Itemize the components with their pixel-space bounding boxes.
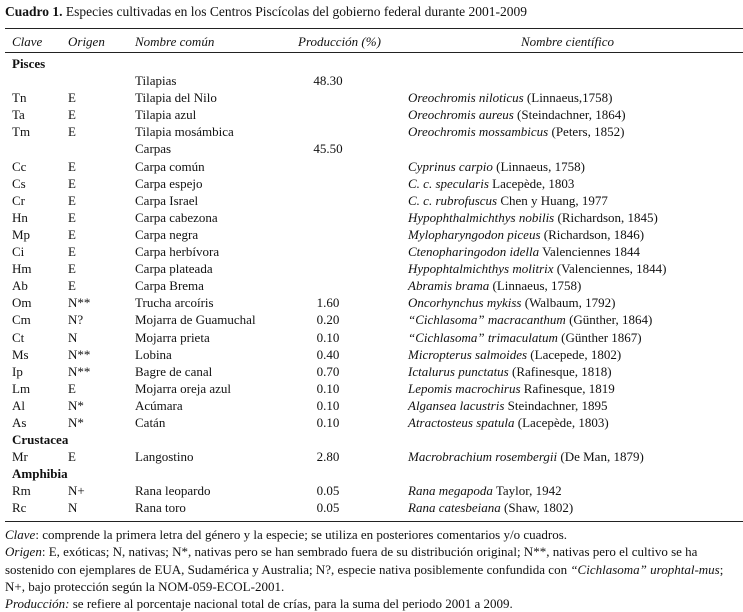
cell-nombre-comun: Tilapia azul xyxy=(135,107,197,123)
cell-clave: Rm xyxy=(12,483,31,499)
table-row xyxy=(0,499,743,516)
cell-produccion: 0.05 xyxy=(316,483,340,499)
scientific-author: (Valenciennes, 1844) xyxy=(553,261,667,277)
cell-origen: E xyxy=(68,261,76,277)
table-row xyxy=(0,260,743,277)
cell-nombre-cientifico xyxy=(408,294,615,311)
cell-nombre-cientifico xyxy=(408,89,612,106)
scientific-author: (Peters, 1852) xyxy=(548,124,625,140)
table-row xyxy=(0,243,743,260)
cell-clave: Ip xyxy=(12,363,23,379)
cell-origen: N* xyxy=(68,414,84,430)
cell-clave: Ms xyxy=(12,346,29,362)
cell-nombre-cientifico xyxy=(408,192,608,209)
table-row xyxy=(0,329,743,346)
cell-produccion: 0.10 xyxy=(316,380,340,396)
scientific-author: (De Man, 1879) xyxy=(557,449,644,465)
cell-origen: N* xyxy=(68,397,84,413)
scientific-name: Lepomis macrochirus xyxy=(408,380,521,396)
cell-clave: Al xyxy=(12,397,25,413)
note-text: ; N+, bajo protección según la NOM-059-ECOL-2001. xyxy=(5,561,724,594)
cell-produccion: 0.70 xyxy=(316,363,340,379)
cell-clave: Mr xyxy=(12,449,28,465)
scientific-author: Chen y Huang, 1977 xyxy=(497,192,608,208)
cell-nombre-comun: Carpa cabezona xyxy=(135,209,218,225)
scientific-name: Oreochromis niloticus xyxy=(408,90,524,106)
cell-origen: N xyxy=(68,329,78,345)
scientific-author: (Richardson, 1846) xyxy=(540,226,645,242)
header-rule xyxy=(5,52,743,53)
cell-nombre-cientifico xyxy=(408,482,562,499)
table-row xyxy=(0,311,743,328)
cell-clave: Ta xyxy=(12,107,25,123)
note-label: Producción: xyxy=(5,596,70,612)
scientific-author: Rafinesque, 1819 xyxy=(520,380,615,396)
cell-nombre-cientifico xyxy=(408,499,573,516)
scientific-name: Oreochromis aureus xyxy=(408,107,514,123)
cell-nombre-comun: Carpa espejo xyxy=(135,175,203,191)
cell-origen: E xyxy=(68,90,76,106)
cell-nombre-comun: Lobina xyxy=(135,346,172,362)
scientific-author: Valenciennes 1844 xyxy=(539,244,640,260)
table-row xyxy=(0,158,743,175)
scientific-author: (Lacepède, 1803) xyxy=(514,414,609,430)
bottom-rule xyxy=(5,521,743,522)
note-label: Clave xyxy=(5,527,36,542)
cell-produccion: 0.40 xyxy=(316,346,340,362)
scientific-author: Steindachner, 1895 xyxy=(504,397,608,413)
cell-nombre-cientifico xyxy=(408,397,608,414)
table-row xyxy=(0,89,743,106)
scientific-author: (Günther 1867) xyxy=(557,329,642,345)
cell-nombre-comun: Acúmara xyxy=(135,397,183,413)
table-row xyxy=(0,380,743,397)
table-row xyxy=(0,294,743,311)
cell-nombre-cientifico xyxy=(408,123,624,140)
header-produccion: Producción (%) xyxy=(298,34,381,49)
cell-nombre-cientifico xyxy=(408,158,585,175)
scientific-name: Algansea lacustris xyxy=(408,397,505,413)
scientific-author: (Richardson, 1845) xyxy=(554,209,658,225)
cell-nombre-comun: Langostino xyxy=(135,449,194,465)
table-caption xyxy=(5,4,527,20)
scientific-author: (Shaw, 1802) xyxy=(500,500,574,516)
cell-nombre-cientifico xyxy=(408,329,642,346)
cell-produccion: 0.05 xyxy=(316,500,340,516)
cell-origen: E xyxy=(68,107,76,123)
cell-nombre-comun: Tilapias xyxy=(135,73,177,89)
cell-clave: Om xyxy=(12,295,32,311)
cell-nombre-comun: Carpa común xyxy=(135,158,205,174)
header-nombre-cientifico: Nombre científico xyxy=(521,34,615,49)
table-row xyxy=(0,277,743,294)
group-row xyxy=(0,431,743,448)
scientific-author: (Rafinesque, 1818) xyxy=(508,363,612,379)
cell-origen: E xyxy=(68,192,76,208)
cell-origen: N** xyxy=(68,346,91,362)
group-row xyxy=(0,55,743,72)
cell-clave: Lm xyxy=(12,380,31,396)
cell-produccion: 2.80 xyxy=(316,449,340,465)
table-row xyxy=(0,140,743,157)
cell-nombre-comun: Carpa herbívora xyxy=(135,244,220,260)
cell-nombre-comun: Carpa Israel xyxy=(135,192,199,208)
cell-clave: Cm xyxy=(12,312,31,328)
scientific-name: Cyprinus carpio xyxy=(408,158,493,174)
cell-origen: N? xyxy=(68,312,84,328)
cell-produccion: 0.10 xyxy=(316,329,340,345)
cell-nombre-comun: Trucha arcoíris xyxy=(135,295,214,311)
note-text: : comprende la primera letra del género y la especie; se utiliza en posteriores comentarios y/o cuadros. xyxy=(35,527,568,542)
cell-clave: Tm xyxy=(12,124,31,140)
scientific-name: Atractosteus spatula xyxy=(408,414,515,430)
table-row xyxy=(0,72,743,89)
scientific-name: Macrobrachium rosembergii xyxy=(408,449,558,465)
note-clave xyxy=(5,526,740,543)
cell-nombre-cientifico xyxy=(408,106,626,123)
cell-nombre-comun: Carpas xyxy=(135,141,172,157)
cell-clave: Rc xyxy=(12,500,27,516)
cell-origen: E xyxy=(68,226,76,242)
caption-label: Cuadro 1. xyxy=(5,4,63,19)
cell-produccion: 0.10 xyxy=(316,397,340,413)
scientific-name: C. c. rubrofuscus xyxy=(408,192,498,208)
cell-origen: N** xyxy=(68,295,91,311)
scientific-name: Oreochromis mossambicus xyxy=(408,124,549,140)
cell-clave: Hn xyxy=(12,209,28,225)
cell-nombre-cientifico xyxy=(408,380,615,397)
group-row xyxy=(0,465,743,482)
cell-nombre-comun: Mojarra de Guamuchal xyxy=(135,312,256,328)
cell-clave: Ab xyxy=(12,278,28,294)
cell-clave: Cs xyxy=(12,175,26,191)
cell-nombre-cientifico xyxy=(408,448,644,465)
caption-text: Especies cultivadas en los Centros Piscícolas del gobierno federal durante 2001-2009 xyxy=(62,4,528,19)
table-body xyxy=(0,55,743,517)
cell-nombre-cientifico xyxy=(408,260,667,277)
cell-nombre-cientifico xyxy=(408,277,581,294)
cell-origen: E xyxy=(68,449,76,465)
cell-clave: Cr xyxy=(12,192,25,208)
cell-nombre-cientifico xyxy=(408,414,609,431)
cell-origen: E xyxy=(68,380,76,396)
header-clave: Clave xyxy=(12,34,43,49)
cell-nombre-cientifico xyxy=(408,363,612,380)
note-text: se refiere al porcentaje nacional total de crías, para la suma del periodo 2001 a 2009. xyxy=(69,596,513,612)
note-label: Origen xyxy=(5,544,42,560)
scientific-name: Oncorhynchus mykiss xyxy=(408,295,522,311)
cell-origen: E xyxy=(68,124,76,140)
cell-nombre-comun: Tilapia del Nilo xyxy=(135,90,217,106)
cell-nombre-comun: Carpa negra xyxy=(135,226,199,242)
cell-nombre-comun: Mojarra prieta xyxy=(135,329,210,345)
table-row xyxy=(0,192,743,209)
table-row xyxy=(0,346,743,363)
cell-origen: E xyxy=(68,158,76,174)
header-nombre-comun: Nombre común xyxy=(135,34,215,49)
cell-origen: N+ xyxy=(68,483,85,499)
table-row xyxy=(0,106,743,123)
cell-clave: Ci xyxy=(12,244,25,260)
scientific-name: Rana catesbeiana xyxy=(408,500,501,516)
cell-clave: As xyxy=(12,414,27,430)
group-label: Amphibia xyxy=(12,466,68,482)
cell-nombre-cientifico xyxy=(408,243,640,260)
cell-nombre-cientifico xyxy=(408,226,644,243)
top-rule xyxy=(5,28,743,29)
scientific-author: (Steindachner, 1864) xyxy=(513,107,626,123)
cell-nombre-comun: Rana toro xyxy=(135,500,186,516)
cell-nombre-cientifico xyxy=(408,346,621,363)
scientific-author: (Linnaeus, 1758) xyxy=(489,278,582,294)
cell-nombre-comun: Rana leopardo xyxy=(135,483,211,499)
scientific-name: Mylopharyngodon piceus xyxy=(408,226,541,242)
scientific-name: Abramis brama xyxy=(408,278,490,294)
scientific-name: Ctenopharingodon idella xyxy=(408,244,540,260)
cell-nombre-comun: Carpa Brema xyxy=(135,278,204,294)
table-row xyxy=(0,209,743,226)
cell-clave: Cc xyxy=(12,158,27,174)
cell-clave: Ct xyxy=(12,329,25,345)
table-row xyxy=(0,482,743,499)
cell-origen: N** xyxy=(68,363,91,379)
header-origen: Origen xyxy=(68,34,105,49)
scientific-name: Hypophthalmichthys nobilis xyxy=(408,209,555,225)
scientific-name: Ictalurus punctatus xyxy=(408,363,509,379)
cell-nombre-cientifico xyxy=(408,209,658,226)
scientific-name: Hypophtalmichthys molitrix xyxy=(408,261,554,277)
group-label: Crustacea xyxy=(12,432,69,448)
cell-nombre-cientifico xyxy=(408,175,574,192)
scientific-author: Lacepède, 1803 xyxy=(488,175,575,191)
cell-produccion: 48.30 xyxy=(313,73,343,89)
cell-nombre-comun: Bagre de canal xyxy=(135,363,213,379)
scientific-author: (Linnaeus, 1758) xyxy=(492,158,585,174)
scientific-name: “Cichlasoma” macracanthum xyxy=(408,312,566,328)
cell-origen: E xyxy=(68,175,76,191)
cell-clave: Hm xyxy=(12,261,32,277)
note-produccion xyxy=(5,595,740,612)
scientific-name: “Cichlasoma” trimaculatum xyxy=(408,329,558,345)
cell-clave: Tn xyxy=(12,90,27,106)
group-label: Pisces xyxy=(12,56,46,71)
cell-nombre-comun: Tilapia mosámbica xyxy=(135,124,234,140)
scientific-name: Rana megapoda xyxy=(408,483,493,499)
scientific-author: Taylor, 1942 xyxy=(492,483,562,499)
cell-nombre-comun: Catán xyxy=(135,414,166,430)
scientific-author: (Walbaum, 1792) xyxy=(521,295,616,311)
cell-produccion: 1.60 xyxy=(316,295,340,311)
scientific-author: (Lacepede, 1802) xyxy=(527,346,622,362)
note-origen xyxy=(5,543,740,595)
scientific-name: Micropterus salmoides xyxy=(408,346,528,362)
table-row xyxy=(0,175,743,192)
cell-produccion: 0.20 xyxy=(316,312,340,328)
cell-nombre-comun: Mojarra oreja azul xyxy=(135,380,232,396)
cell-origen: E xyxy=(68,278,76,294)
table-row xyxy=(0,414,743,431)
table-row xyxy=(0,448,743,465)
note-text: : E, exóticas; N, nativas; N*, nativas pero se han sembrado fuera de su distribución original; N**, nativas pero el cultivo se ha sostenido con ejemplares de EUA, Sudamérica y Australia; N?, especie nativa posiblemente confundida con xyxy=(5,544,698,577)
table-row xyxy=(0,226,743,243)
cell-origen: E xyxy=(68,244,76,260)
table-row xyxy=(0,397,743,414)
scientific-author: (Günther, 1864) xyxy=(565,312,653,328)
cell-produccion: 45.50 xyxy=(313,141,343,157)
table-row xyxy=(0,123,743,140)
table-notes xyxy=(5,526,740,612)
scientific-name: C. c. specularis xyxy=(408,175,489,191)
cell-clave: Mp xyxy=(12,226,31,242)
cell-origen: E xyxy=(68,209,76,225)
table-row xyxy=(0,363,743,380)
cell-produccion: 0.10 xyxy=(316,414,340,430)
scientific-author: (Linnaeus,1758) xyxy=(523,90,613,106)
cell-nombre-cientifico xyxy=(408,311,652,328)
note-scientific-name: “Cichlasoma” urophtal-mus xyxy=(570,561,720,577)
cell-nombre-comun: Carpa plateada xyxy=(135,261,213,277)
cell-origen: N xyxy=(68,500,78,516)
